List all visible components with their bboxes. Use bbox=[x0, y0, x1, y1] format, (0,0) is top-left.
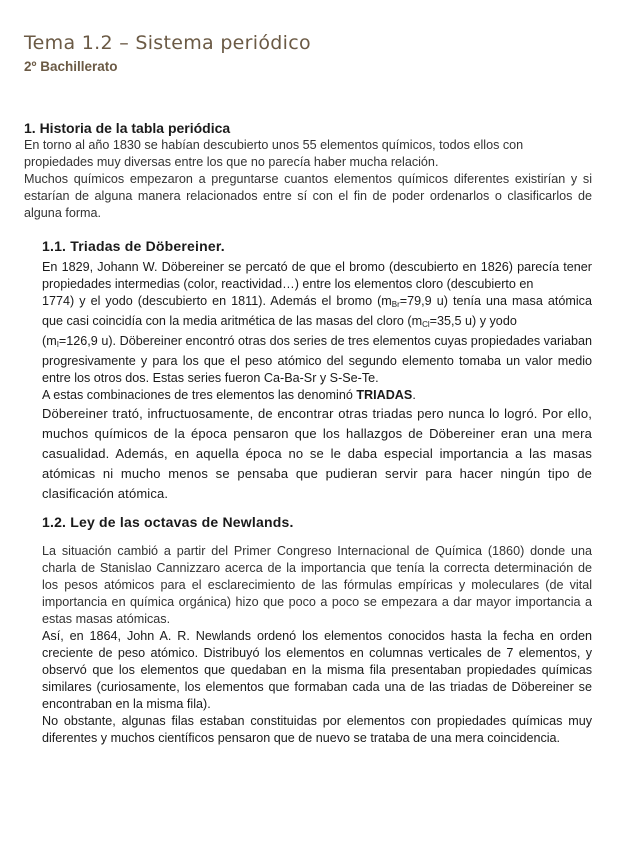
text-fragment: 1774) y el yodo (descubierto en 1811). Además el bromo (m bbox=[42, 294, 392, 308]
paragraph-dobereiner-fracaso: Döbereiner trató, infructuosamente, de encontrar otras triadas pero nunca lo logró. Por ello, muchos químicos de la época pensaron que los hallazgos de Döbereiner eran una mera casualidad. Además, en aquella época no se le daba especial importancia a las masas atómicas ni mucho menos se pensaba que pudieran servir para hacer ningún tipo de clasificación atómica. bbox=[42, 406, 592, 501]
subsection-triadas bbox=[42, 238, 592, 747]
text-fragment: En 1829, Johann W. Döbereiner se percató de que el bromo (descubierto en 1826) parecía tener propiedades intermedias (color, reactividad…) entre los elementos cloro (descubierto en bbox=[42, 260, 592, 291]
subscript-cl: Cl bbox=[422, 320, 430, 329]
text-fragment: =35,5 u) y yodo bbox=[429, 314, 517, 328]
subscript-br: Br bbox=[391, 300, 400, 309]
text-fragment: =126,9 u). Döbereiner encontró otras dos series de tres elementos cuyas propiedades variaban progresivamente y para los que el peso atómico del segundo elemento tomaba un valor medio entre los otros dos. Estas series fueron Ca-Ba-Sr y S-Se-Te. bbox=[42, 334, 592, 385]
paragraph-dobereiner-2 bbox=[42, 293, 592, 333]
document-subtitle: 2º Bachillerato bbox=[24, 59, 118, 74]
document-title: Tema 1.2 – Sistema periódico bbox=[24, 32, 311, 54]
paragraph-intro: En torno al año 1830 se habían descubierto unos 55 elementos químicos, todos ellos con propiedades muy diversas entre los que no parecía haber mucha relación. bbox=[24, 138, 524, 169]
paragraph-dobereiner-3 bbox=[42, 333, 592, 387]
subsection-heading-newlands: 1.2. Ley de las octavas de Newlands. bbox=[42, 514, 294, 530]
document-body bbox=[24, 120, 592, 747]
section-heading-historia: 1. Historia de la tabla periódica bbox=[24, 120, 231, 136]
bold-triadas: TRIADAS bbox=[356, 388, 413, 402]
subsection-heading-triadas: 1.1. Triadas de Döbereiner. bbox=[42, 238, 225, 254]
text-fragment: A estas combinaciones de tres elementos las denominó bbox=[42, 388, 357, 402]
paragraph-quimicos: Muchos químicos empezaron a preguntarse cuantos elementos químicos diferentes existirían y si estarían de alguna manera relacionados entre sí con el fin de poder ordenarlos o clasificarlos de alguna forma. bbox=[24, 172, 592, 220]
paragraph-cannizzaro: La situación cambió a partir del Primer Congreso Internacional de Química (1860) donde una charla de Stanislao Cannizzaro acerca de la importancia que tenía la correcta determinación de los pesos atómicos para el esclarecimiento de las fórmulas empíricas y moleculares (de vital importancia en química orgánica) hizo que poco a poco se empezara a dar mayor importancia a estas masas atómicas. bbox=[42, 544, 592, 626]
paragraph-triadas bbox=[42, 387, 592, 404]
subscript-i: I bbox=[56, 340, 59, 349]
paragraph-newlands: Así, en 1864, John A. R. Newlands ordenó los elementos conocidos hasta la fecha en orden creciente de peso atómico. Distribuyó los elementos en columnas verticales de 7 elementos, y observó que los elementos que quedaban en la misma fila presentaban propiedades químicas similares (curiosamente, los elementos que formaban cada una de las triadas de Döbereiner se encontraban en la misma fila). bbox=[42, 629, 592, 711]
text-fragment: . bbox=[412, 388, 416, 402]
text-fragment: (m bbox=[42, 334, 57, 348]
text-fragment: =79,9 u) tenía una masa atómica que casi coincidía con la media aritmética de las masas del cloro (m bbox=[42, 294, 592, 328]
paragraph-coincidencia: No obstante, algunas filas estaban constituidas por elementos con propiedades químicas muy diferentes y muchos científicos pensaron que de nuevo se trataba de una mera coincidencia. bbox=[42, 714, 592, 745]
paragraph-dobereiner-1 bbox=[42, 259, 592, 293]
